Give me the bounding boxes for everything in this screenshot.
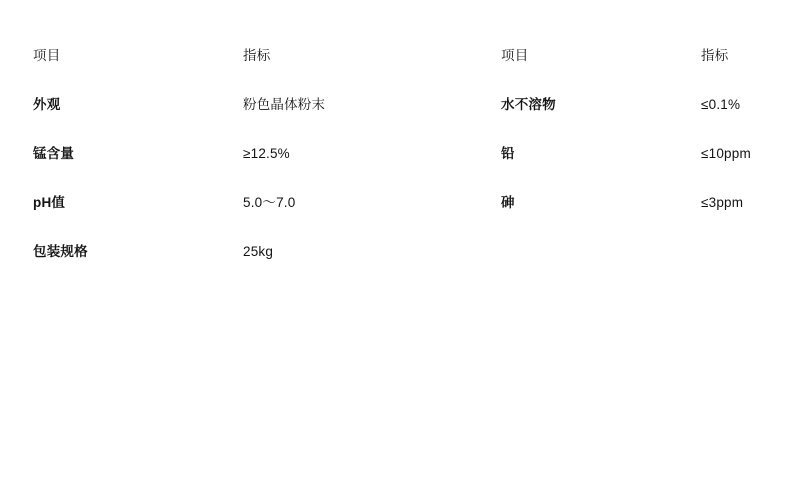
row-value: ≤10ppm (701, 146, 751, 162)
row-value: 粉色晶体粉末 (243, 97, 326, 113)
row-label-empty (501, 228, 701, 277)
header-right-spec: 指标 (701, 48, 729, 64)
row-value: ≥12.5% (243, 146, 290, 162)
header-left-item: 项目 (33, 48, 61, 64)
row-label: 包装规格 (33, 244, 88, 260)
table-row (0, 130, 800, 179)
header-right-item: 项目 (501, 48, 529, 64)
row-label: 水不溶物 (501, 97, 556, 113)
table-row (0, 228, 800, 277)
table-row (0, 81, 800, 130)
table-header-row (0, 32, 800, 81)
specification-table (0, 32, 800, 277)
row-value: 5.0～7.0 (243, 195, 296, 211)
row-label: 砷 (501, 195, 515, 211)
row-label: 锰含量 (33, 146, 75, 162)
row-label: 铅 (501, 146, 515, 162)
row-value: 25kg (243, 244, 274, 260)
header-left-spec: 指标 (243, 48, 271, 64)
table-row (0, 179, 800, 228)
row-label: 外观 (33, 97, 61, 113)
row-value: ≤3ppm (701, 195, 744, 211)
row-value-empty (701, 228, 800, 277)
row-value: ≤0.1% (701, 97, 741, 113)
row-label: pH值 (33, 195, 66, 211)
